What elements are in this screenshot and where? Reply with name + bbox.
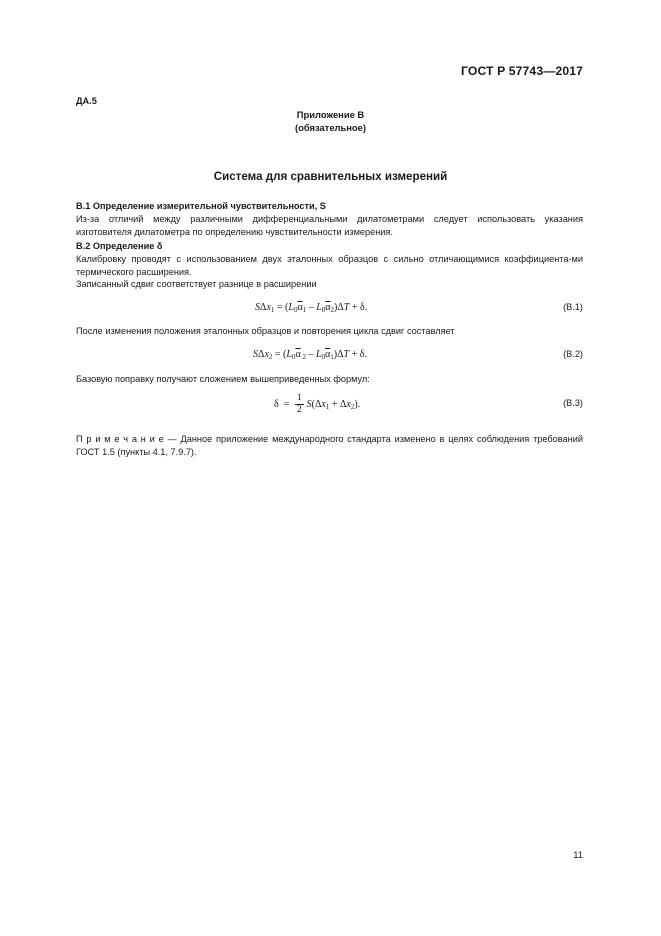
formula-b3-number: (В.3) (563, 398, 583, 408)
b2-text2: Записанный сдвиг соответствует разнице в расширении (76, 279, 317, 289)
main-title: Система для сравнительных измерений (213, 170, 448, 183)
b2-heading: В.2 Определение δ (76, 241, 163, 251)
b1-text-content: Из-за отличий между различными дифференциальными дилатометрами следует использовать указания изготовителя дилатометра по определению чувствительности измерения. (76, 214, 583, 237)
note-text: — Данное приложение международного стандарта изменено в целях соблюдения требований ГОСТ 1.5 (пункты 4.1, 7.9.7). (76, 434, 583, 457)
page-number: 11 (573, 849, 583, 860)
formula-b2-number: (В.2) (563, 349, 583, 359)
fraction-one-half: $\frac{1}{2}$ (296, 393, 302, 415)
formula-b1: $S\Delta x_1 = (L_0\overline{\alpha}_1 - L_0\overline{\alpha}_2)\Delta T + \delta$. (255, 302, 368, 314)
document-header: ГОСТ Р 57743—2017 (461, 64, 583, 78)
formula-b3: δ = $\frac{1}{2}$ $S(\Delta x_1 + \Delta x_2)$. (274, 393, 361, 415)
note (76, 433, 583, 459)
section-label: ДА.5 (76, 96, 97, 106)
b1-text (76, 213, 583, 239)
note-label: П р и м е ч а н и е (76, 434, 164, 444)
b1-heading: В.1 Определение измерительной чувствительности, S (76, 201, 326, 211)
b2-text1: Калибровку проводят с использованием двух эталонных образцов с сильно отличающимися коэффициента-ми термического расширения. (76, 254, 583, 277)
b2-text3: После изменения положения эталонных образцов и повторения цикла сдвиг составляет (76, 326, 455, 336)
formula-b2: $S\Delta x_2 = (L_0\overline{\alpha}$ $_2 - L_0\overline{\alpha}_1)\Delta T + \delta$. (253, 349, 367, 361)
b2-text4: Базовую поправку получают сложением вышеприведенных формул: (76, 374, 370, 384)
appendix-status: (обязательное) (295, 122, 366, 133)
formula-b1-number: (В.1) (563, 302, 583, 312)
appendix-title: Приложение В (296, 109, 365, 120)
